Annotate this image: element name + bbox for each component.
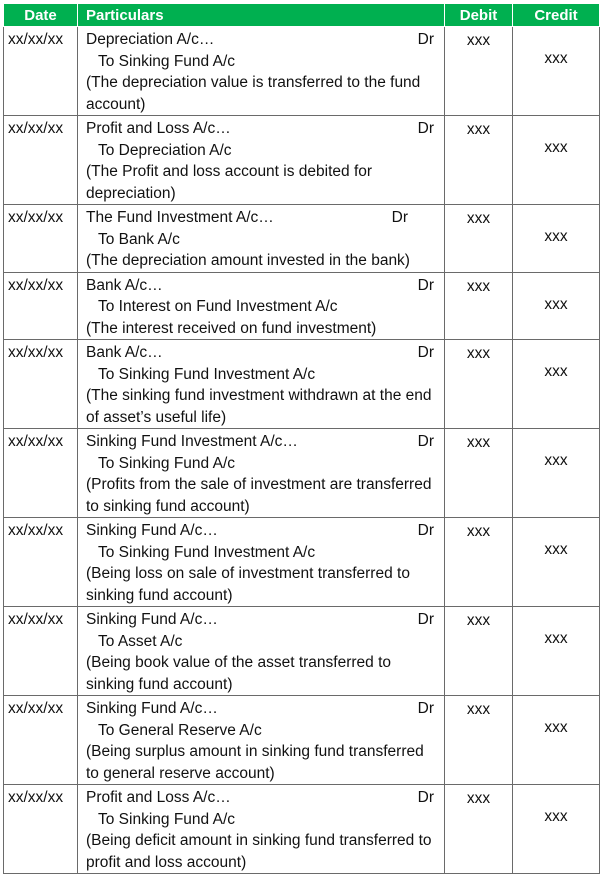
entry-date: xx/xx/xx (4, 785, 78, 874)
debit-account: Depreciation A/c… (86, 31, 215, 48)
entry-date: xx/xx/xx (4, 116, 78, 205)
narration: (Being deficit amount in sinking fund transferred to profit and loss account) (86, 832, 432, 871)
entry-particulars (78, 518, 445, 607)
debit-account: Sinking Fund A/c… (86, 522, 218, 539)
credit-account: To Sinking Fund A/c (98, 454, 235, 472)
table-row (4, 205, 600, 273)
entry-date: xx/xx/xx (4, 27, 78, 116)
debit-amount: xxx (445, 696, 513, 785)
table-row (4, 607, 600, 696)
debit-amount: xxx (445, 116, 513, 205)
debit-amount: xxx (445, 272, 513, 340)
narration: (The Profit and loss account is debited for depreciation) (86, 163, 373, 202)
entry-particulars (78, 607, 445, 696)
table-row (4, 340, 600, 429)
table-row (4, 116, 600, 205)
credit-amount: xxx (544, 139, 568, 156)
header-row (4, 4, 600, 27)
narration: (The interest received on fund investment) (86, 319, 377, 337)
dr-label: Dr (417, 522, 434, 539)
credit-amount: xxx (544, 541, 568, 558)
table-row (4, 696, 600, 785)
debit-account: Bank A/c… (86, 344, 163, 361)
entry-particulars (78, 429, 445, 518)
credit-cell (513, 272, 600, 340)
credit-account: To Asset A/c (98, 632, 183, 650)
credit-amount: xxx (544, 363, 568, 380)
credit-account: To Sinking Fund Investment A/c (98, 365, 316, 383)
entry-date: xx/xx/xx (4, 607, 78, 696)
debit-account: Sinking Fund A/c… (86, 700, 218, 717)
credit-amount: xxx (544, 808, 568, 825)
entry-particulars (78, 340, 445, 429)
dr-label: Dr (417, 789, 434, 806)
credit-cell (513, 27, 600, 116)
credit-amount: xxx (544, 630, 568, 647)
header-particulars: Particulars (78, 4, 445, 27)
debit-amount: xxx (445, 785, 513, 874)
entry-particulars (78, 205, 445, 273)
debit-amount: xxx (445, 340, 513, 429)
table-row (4, 429, 600, 518)
table-row (4, 518, 600, 607)
credit-cell (513, 696, 600, 785)
credit-cell (513, 429, 600, 518)
debit-amount: xxx (445, 518, 513, 607)
dr-label: Dr (417, 344, 434, 361)
debit-account: The Fund Investment A/c… (86, 209, 274, 226)
narration: (The depreciation value is transferred to the fund account) (86, 74, 421, 113)
narration: (The depreciation amount invested in the bank) (86, 252, 410, 269)
credit-cell (513, 205, 600, 273)
entry-date: xx/xx/xx (4, 429, 78, 518)
debit-account: Sinking Fund A/c… (86, 611, 218, 628)
dr-label: Dr (391, 209, 408, 226)
credit-amount: xxx (544, 50, 568, 67)
entry-date: xx/xx/xx (4, 340, 78, 429)
debit-amount: xxx (445, 27, 513, 116)
narration: (Being loss on sale of investment transferred to sinking fund account) (86, 565, 410, 604)
credit-account: To Bank A/c (98, 230, 180, 248)
dr-label: Dr (417, 276, 434, 294)
narration: (Profits from the sale of investment are transferred to sinking fund account) (86, 476, 432, 515)
credit-amount: xxx (544, 295, 568, 313)
entry-particulars (78, 272, 445, 340)
credit-cell (513, 785, 600, 874)
credit-amount: xxx (544, 719, 568, 736)
entry-date: xx/xx/xx (4, 696, 78, 785)
entry-date: xx/xx/xx (4, 518, 78, 607)
debit-amount: xxx (445, 607, 513, 696)
journal-entries-table (3, 3, 600, 874)
header-credit: Credit (513, 4, 600, 27)
credit-cell (513, 607, 600, 696)
credit-cell (513, 340, 600, 429)
credit-amount: xxx (544, 228, 568, 245)
header-date: Date (4, 4, 78, 27)
debit-account: Bank A/c… (86, 276, 163, 294)
credit-cell (513, 518, 600, 607)
credit-cell (513, 116, 600, 205)
entry-particulars (78, 116, 445, 205)
debit-account: Profit and Loss A/c… (86, 120, 231, 137)
table-row (4, 272, 600, 340)
credit-account: To Sinking Fund A/c (98, 810, 235, 828)
credit-account: To Sinking Fund Investment A/c (98, 543, 316, 561)
entry-particulars (78, 696, 445, 785)
credit-account: To Interest on Fund Investment A/c (98, 298, 338, 315)
entry-particulars (78, 27, 445, 116)
narration: (The sinking fund investment withdrawn at the end of asset’s useful life) (86, 387, 432, 426)
entry-date: xx/xx/xx (4, 205, 78, 273)
table-row (4, 27, 600, 116)
debit-account: Profit and Loss A/c… (86, 789, 231, 806)
credit-account: To Sinking Fund A/c (98, 52, 235, 70)
credit-account: To Depreciation A/c (98, 141, 232, 159)
header-debit: Debit (445, 4, 513, 27)
dr-label: Dr (417, 700, 434, 717)
dr-label: Dr (417, 31, 434, 48)
debit-account: Sinking Fund Investment A/c… (86, 433, 298, 450)
entry-particulars (78, 785, 445, 874)
dr-label: Dr (417, 611, 434, 628)
credit-account: To General Reserve A/c (98, 721, 262, 739)
debit-amount: xxx (445, 429, 513, 518)
narration: (Being surplus amount in sinking fund transferred to general reserve account) (86, 743, 424, 782)
entry-date: xx/xx/xx (4, 272, 78, 340)
table-row (4, 785, 600, 874)
debit-amount: xxx (445, 205, 513, 273)
dr-label: Dr (417, 120, 434, 137)
dr-label: Dr (417, 433, 434, 450)
narration: (Being book value of the asset transferred to sinking fund account) (86, 654, 392, 693)
credit-amount: xxx (544, 452, 568, 469)
